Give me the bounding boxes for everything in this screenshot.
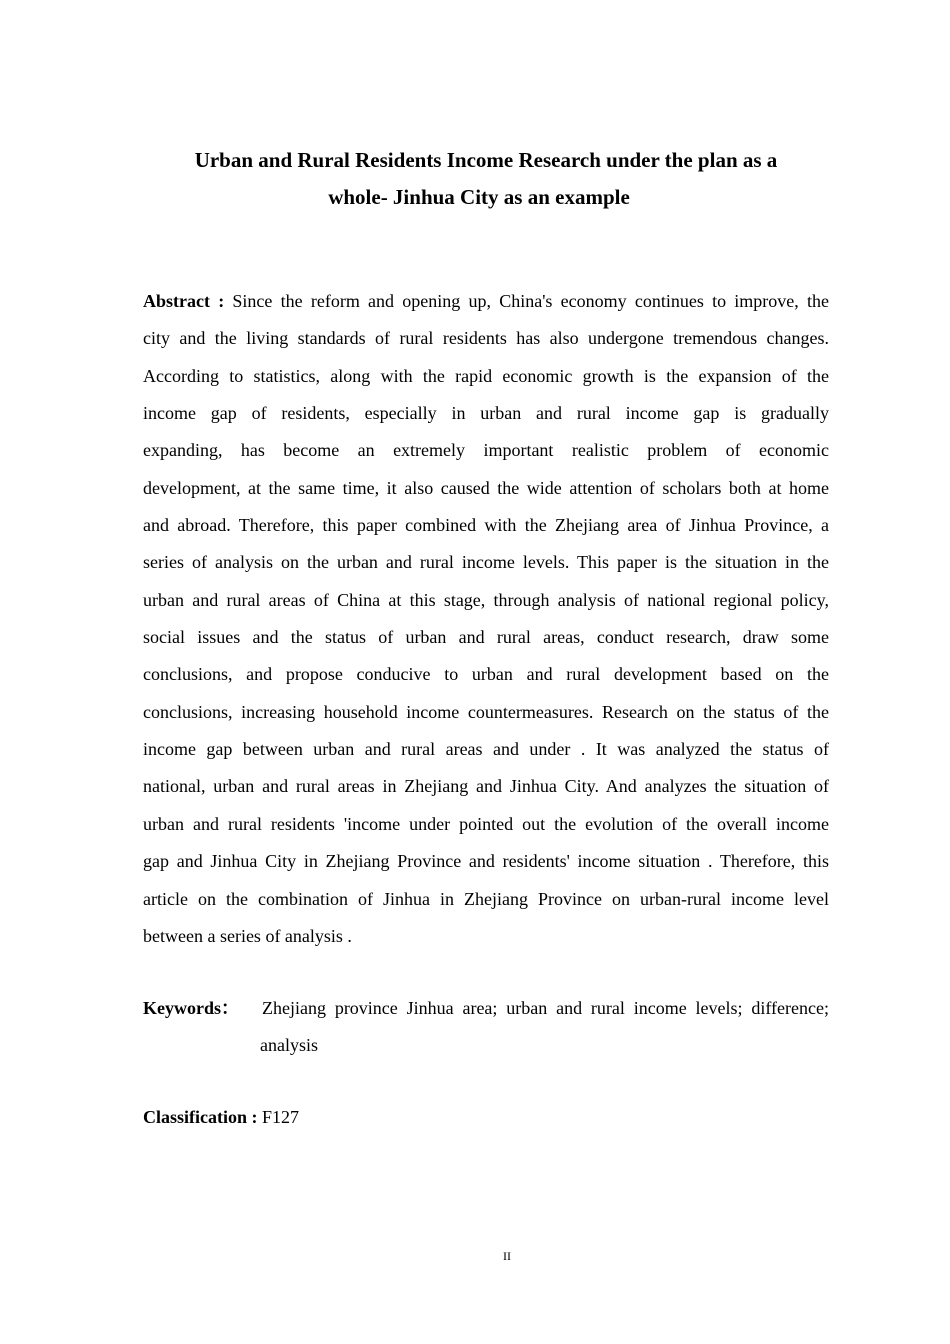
abstract-line <box>143 283 829 320</box>
abstract-label: Abstract : <box>143 291 225 311</box>
classification-label: Classification : <box>143 1107 258 1127</box>
abstract-line: article on the combination of Jinhua in Zhejiang Province on urban-rural income level <box>143 888 829 909</box>
abstract-line: and abroad. Therefore, this paper combined with the Zhejiang area of Jinhua Province, a <box>143 515 829 536</box>
abstract-line: national, urban and rural areas in Zhejiang and Jinhua City. And analyzes the situation of <box>143 776 829 797</box>
abstract-line: development, at the same time, it also caused the wide attention of scholars both at home <box>143 477 829 498</box>
keywords-line-1: Zhejiang province Jinhua area; urban and rural income levels; difference; <box>262 998 829 1018</box>
keywords-line-2: analysis <box>260 1035 318 1056</box>
abstract-line-text: Since the reform and opening up, China's economy continues to improve, the <box>224 291 829 311</box>
abstract-line: series of analysis on the urban and rural income levels. This paper is the situation in the <box>143 552 829 573</box>
abstract-section <box>143 283 829 955</box>
abstract-line: urban and rural residents 'income under pointed out the evolution of the overall income <box>143 813 829 834</box>
abstract-line: between a series of analysis . <box>143 925 352 946</box>
abstract-line: expanding, has become an extremely important realistic problem of economic <box>143 440 829 461</box>
keywords-label: Keywords： <box>143 998 239 1018</box>
abstract-line: social issues and the status of urban and rural areas, conduct research, draw some <box>143 627 829 648</box>
abstract-line: gap and Jinhua City in Zhejiang Province and residents' income situation . Therefore, this <box>143 851 829 872</box>
classification-value: F127 <box>257 1107 300 1127</box>
abstract-line: conclusions, and propose conducive to urban and rural development based on the <box>143 664 829 685</box>
keywords-text <box>262 990 829 1065</box>
abstract-line: urban and rural areas of China at this stage, through analysis of national regional policy, <box>143 589 829 610</box>
paper-title-line-1: Urban and Rural Residents Income Research under the plan as a <box>194 148 778 172</box>
abstract-line: city and the living standards of rural residents has also undergone tremendous changes. <box>143 328 829 349</box>
classification <box>143 1099 299 1136</box>
abstract-line: income gap of residents, especially in urban and rural income gap is gradually <box>143 403 829 424</box>
abstract-line: According to statistics, along with the rapid economic growth is the expansion of the <box>143 365 829 386</box>
page-number: II <box>503 1249 511 1263</box>
abstract-line: income gap between urban and rural areas and under . It was analyzed the status of <box>143 739 829 760</box>
paper-title-line-2: whole- Jinhua City as an example <box>328 185 630 209</box>
abstract-line: conclusions, increasing household income countermeasures. Research on the status of the <box>143 701 829 722</box>
